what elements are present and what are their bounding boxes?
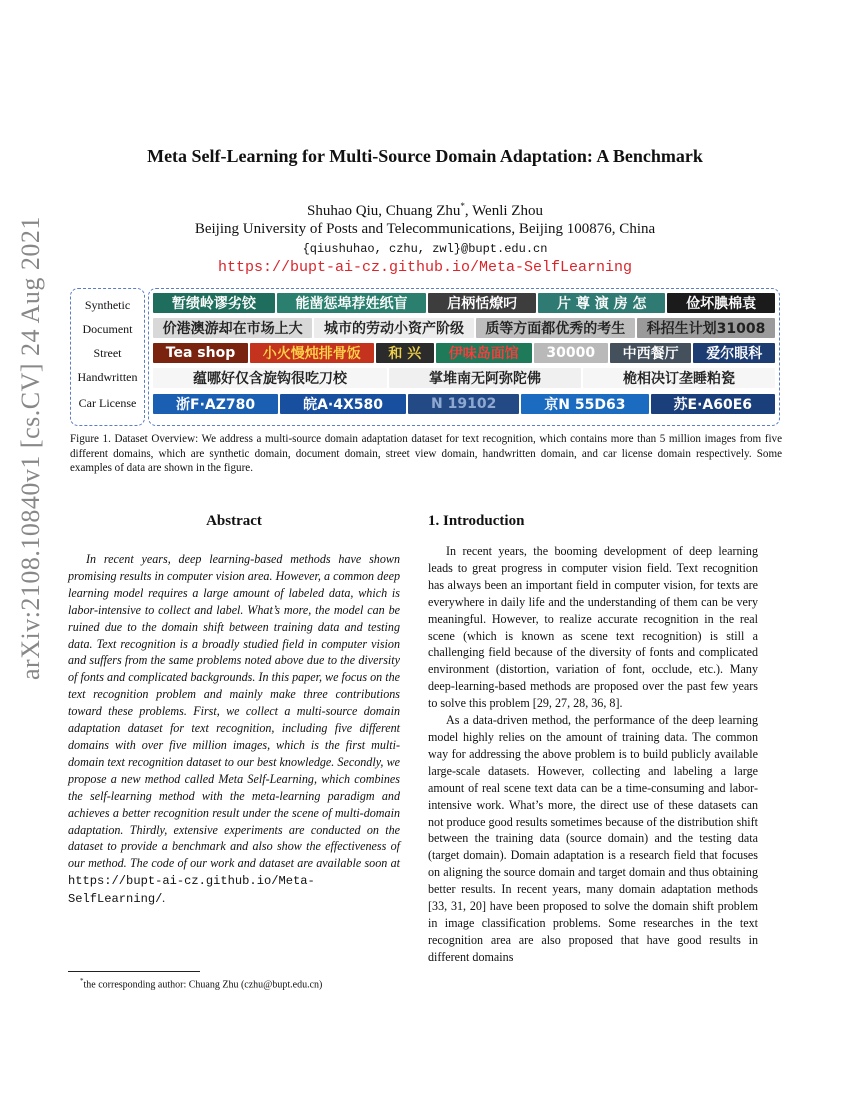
figure-caption: Figure 1. Dataset Overview: We address a multi-source domain adaptation dataset for text recognition, which contains more than 5 million images from five different domains, which are synthetic domain, document domain, street view domain, handwritten domain, and car license domain respectively. Some examples of data are shown in the figure. <box>70 433 782 475</box>
sample-image: 俭坏腆棉袁 <box>667 293 775 313</box>
sample-image: 片 尊 演 房 怎 <box>538 293 665 313</box>
sample-image: 苏E·A60E6 <box>651 394 776 414</box>
sample-image: 皖A·4X580 <box>280 394 406 414</box>
sample-image: 爱尔眼科 <box>693 343 775 363</box>
sample-image: 科招生计划31008 <box>637 318 775 338</box>
email-line: {qiushuhao, czhu, zwl}@bupt.edu.cn <box>302 242 548 256</box>
sample-image: 小火慢炖排骨饭 <box>250 343 374 363</box>
sample-strip-synthetic <box>153 293 775 313</box>
footnote-rule <box>68 971 200 972</box>
domain-label-street: Street <box>93 346 122 360</box>
sample-strip-handwritten <box>153 368 775 388</box>
abstract-body <box>68 551 400 908</box>
sample-image: 启柄恬燎叼 <box>428 293 536 313</box>
authors-names: Shuhao Qiu, Chuang Zhu <box>307 203 461 219</box>
domain-label-document: Document <box>82 322 133 336</box>
sample-image: 30000 <box>534 343 608 363</box>
sample-image: 浙F·AZ780 <box>153 394 278 414</box>
abstract-heading: Abstract <box>206 513 262 529</box>
sample-strip-car-license <box>153 394 775 414</box>
domain-label-handwritten: Handwritten <box>77 370 138 384</box>
sample-image: 蕴哪好仅含旋钩很吃刀校 <box>153 368 387 388</box>
introduction-heading: 1. Introduction <box>428 513 525 529</box>
intro-paragraph-1: In recent years, the booming development of deep learning leads to great progress in computer vision field. Text recognition has always been an important field in computer vision, for texts are everywhere in daily life and the understanding of them can be very meaningful. However, to realize accurate recognition in the real scene (which is known as scene text recognition) is still a challenging field because of the diversity of fonts and complicated environment (distortion, variation of font, occlude, etc.). Many deep-learning-based methods are proposed over the past few years to solve this problem [29, 27, 28, 36, 8]. <box>428 544 758 711</box>
sample-image: 能凿惩埠荐姓纸盲 <box>277 293 427 313</box>
sample-image: 掌堆南无阿弥陀佛 <box>389 368 581 388</box>
footnote-mark: * <box>80 977 84 985</box>
sample-image: 城市的劳动小资产阶级 <box>314 318 473 338</box>
sample-image: N 19102 <box>408 394 519 414</box>
sample-image: 桅相决订垄睡粕瓷 <box>583 368 775 388</box>
dataset-overview-figure <box>70 288 780 426</box>
intro-paragraph-2: As a data-driven method, the performance of the deep learning model highly relies on the amount of training data. The common way for addressing the above problem is to build publicly available large-scale datasets. However, collecting and labeling a large amount of real scene text data can be a time-consuming and labor-intensive work. What’s more, the direct use of these datasets can not produce good results sometimes because of the distribution shift between the training data (source domain) and the testing data (target domain). Domain adaptation is a research field that focuses on aligning the source domain and target domain and thus obtaining better results. In recent years, many domain adaptation methods [33, 31, 20] have been proposed to solve the domain shift problem in image classification problems. Some researches in the text recognition area are also proposed that have good results in different domains <box>428 713 758 964</box>
sample-image: 京N 55D63 <box>521 394 648 414</box>
abstract-code-url[interactable]: https://bupt-ai-cz.github.io/Meta-SelfLearning/ <box>68 874 315 907</box>
sample-image: 中西餐厅 <box>610 343 692 363</box>
sample-image: 伊味岛面馆 <box>436 343 532 363</box>
abstract-end: . <box>162 891 166 906</box>
sample-image: 和 兴 <box>376 343 434 363</box>
sample-rows <box>148 288 780 426</box>
domain-label-synthetic: Synthetic <box>84 298 131 312</box>
arxiv-margin-id: arXiv:2108.10840v1 [cs.CV] 24 Aug 2021 <box>16 216 45 680</box>
paper-title: Meta Self-Learning for Multi-Source Domain Adaptation: A Benchmark <box>147 146 703 166</box>
affiliation: Beijing University of Posts and Telecommunications, Beijing 100876, China <box>194 221 656 237</box>
sample-strip-document <box>153 318 775 338</box>
project-url[interactable]: https://bupt-ai-cz.github.io/Meta-SelfLearning <box>217 259 633 276</box>
sample-image: Tea shop <box>153 343 248 363</box>
author-list <box>0 201 850 220</box>
footnote <box>80 977 322 990</box>
sample-image: 价港澳游却在市场上大 <box>153 318 312 338</box>
sample-image: 质等方面都优秀的考生 <box>476 318 635 338</box>
sample-strip-street <box>153 343 775 363</box>
abstract-text: In recent years, deep learning-based methods have shown promising results in computer vision area. However, a common deep learning model requires a large amount of labeled data, which is labor-intensive to collect and label. What’s more, the model can be ruined due to the domain shift between training data and testing data. Text recognition is a broadly studied field in computer vision and suffers from the same problems noted above due to the diversity of fonts and complicated backgrounds. In this paper, we focus on the text recognition problem and mainly make three contributions toward these problems. First, we collect a multi-source domain adaptation dataset for text recognition, including five different domains with over five million images, which is the first multi-domain text recognition dataset to our best knowledge. Secondly, we propose a new method called Meta Self-Learning, which combines the self-learning method with the meta-learning paradigm and achieves a better recognition result under the scene of multi-domain adaptation. Thirdly, extensive experiments are conducted on the dataset to provide a benchmark and also show the effectiveness of our method. The code of our work and dataset are available soon at <box>68 552 400 871</box>
domain-label-car-license: Car License <box>78 396 137 410</box>
introduction-body <box>428 543 758 966</box>
footnote-text: the corresponding author: Chuang Zhu (czhu@bupt.edu.cn) <box>83 979 323 991</box>
authors-names-tail: , Wenli Zhou <box>464 203 543 219</box>
authors-footnote-mark: * <box>460 201 465 211</box>
sample-image: 暂绩岭谬劣铰 <box>153 293 275 313</box>
